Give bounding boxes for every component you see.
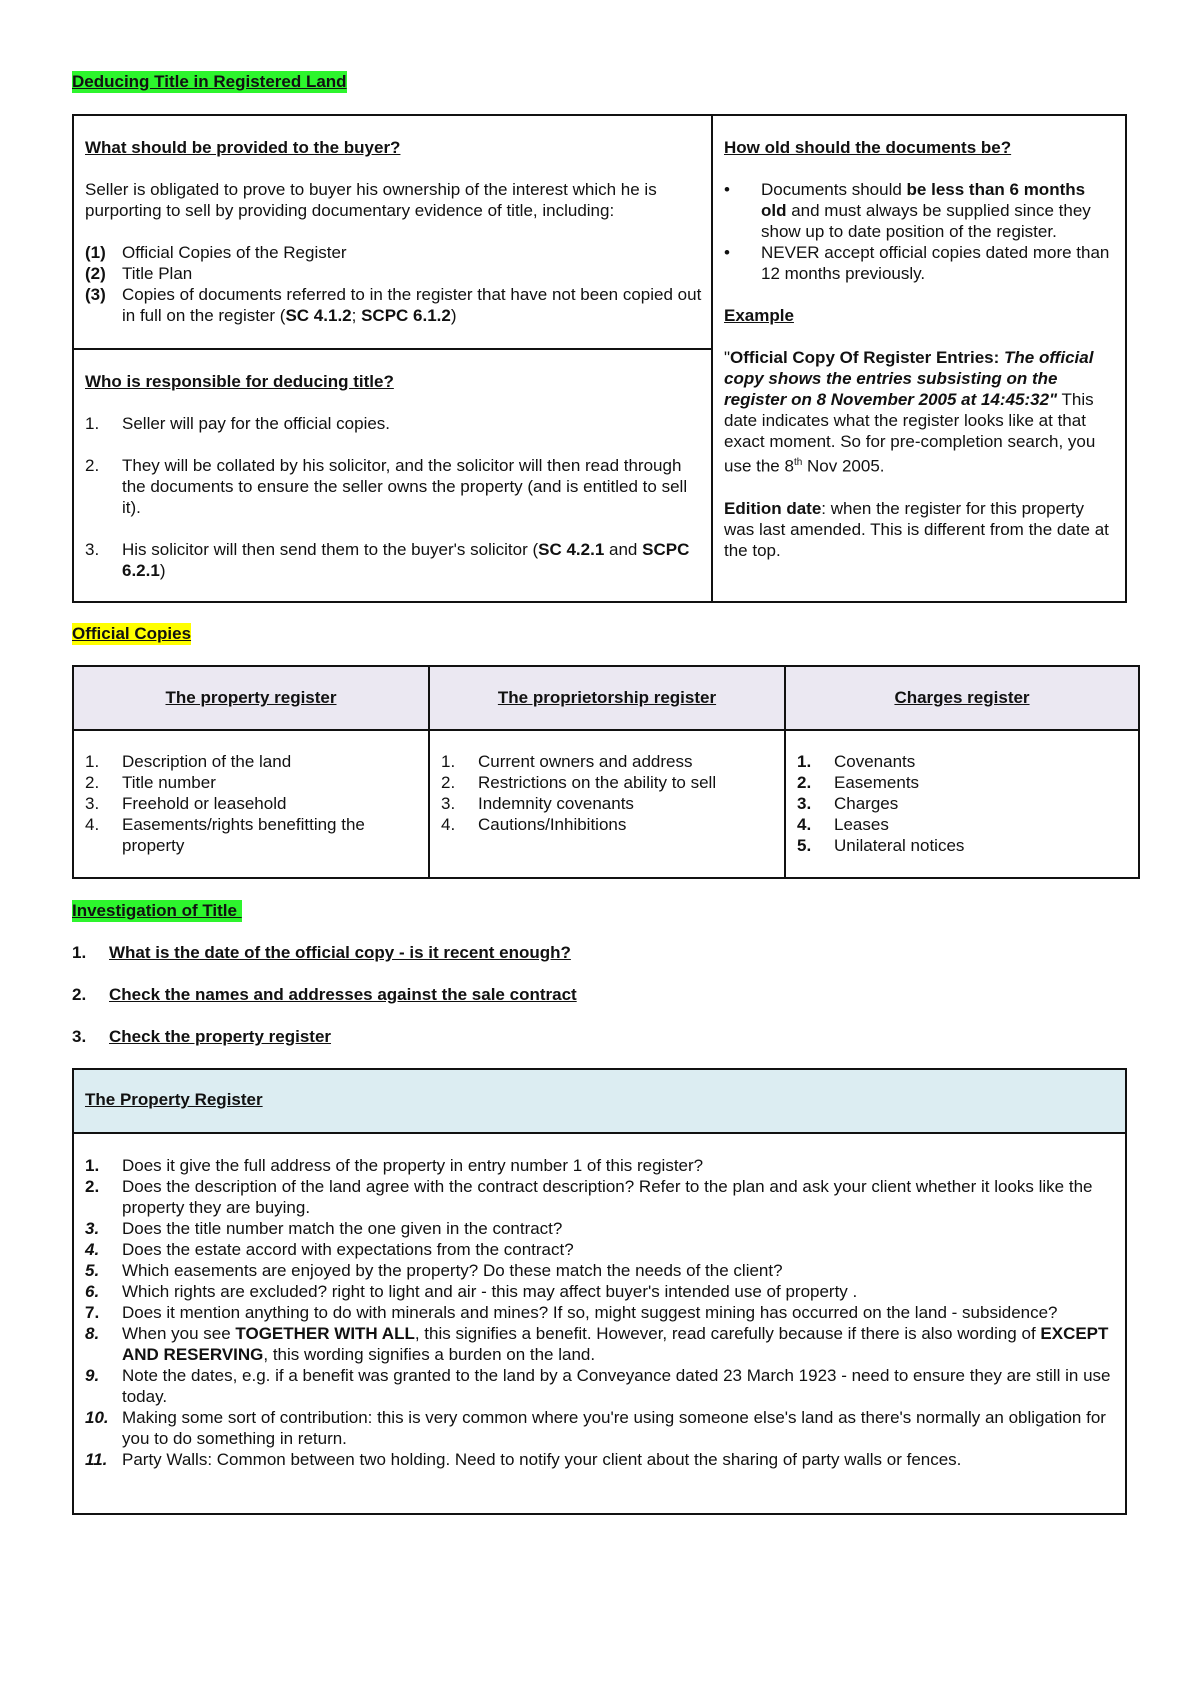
list-item: 1. Seller will pay for the official copies. xyxy=(85,414,391,433)
list-item: 4. Does the estate accord with expectations from the contract? xyxy=(85,1240,574,1259)
list-item: • Documents should be less than 6 months old and must always be supplied since they show up to date position of the register. xyxy=(724,180,1091,241)
list-item: 9. Note the dates, e.g. if a benefit was granted to the land by a Conveyance dated 23 March 1923 - need to ensure they are still in use today. xyxy=(85,1366,1111,1406)
provided-box xyxy=(72,114,713,350)
list-item: 3. Does the title number match the one given in the contract? xyxy=(85,1219,563,1238)
list-item: 4. Easements/rights benefitting the property xyxy=(85,815,365,855)
list-item: (3) Copies of documents referred to in the register that have not been copied out in full on the register (SC 4.1.2; SCPC 6.1.2) xyxy=(85,285,702,325)
list-item: 2. Easements xyxy=(797,773,920,792)
list-item: 2. Restrictions on the ability to sell xyxy=(441,773,717,792)
property-register-box xyxy=(72,1068,1127,1515)
provided-heading: What should be provided to the buyer? xyxy=(85,138,401,157)
column-header: The proprietorship register xyxy=(429,666,785,730)
list-item: 3. His solicitor will then send them to the buyer's solicitor (SC 4.2.1 and SCPC 6.2.1) xyxy=(85,540,690,580)
list-item: (2) Title Plan xyxy=(85,264,193,283)
example-heading: Example xyxy=(724,306,794,325)
column-header: The property register xyxy=(73,666,429,730)
register-cell xyxy=(73,730,429,878)
age-box xyxy=(711,114,1127,603)
list-item: 11. Party Walls: Common between two holding. Need to notify your client about the sharing of party walls or fences. xyxy=(85,1450,962,1469)
list-item: 4. Cautions/Inhibitions xyxy=(441,815,627,834)
list-item: (1) Official Copies of the Register xyxy=(85,243,347,262)
list-item: 6. Which rights are excluded? right to light and air - this may affect buyer's intended use of property . xyxy=(85,1282,858,1301)
list-item: 1. Does it give the full address of the property in entry number 1 of this register? xyxy=(85,1156,704,1175)
provided-intro: Seller is obligated to prove to buyer his ownership of the interest which he is purporting to sell by providing documentary evidence of title, including: xyxy=(85,180,657,220)
edition-text: Edition date: when the register for this property was last amended. This is different from the date at the top. xyxy=(724,498,1109,560)
official-copies-title: Official Copies xyxy=(72,624,192,643)
age-heading: How old should the documents be? xyxy=(724,138,1012,157)
list-item: 3. Charges xyxy=(797,794,899,813)
list-item: 3. Check the property register xyxy=(72,1027,332,1046)
responsible-heading: Who is responsible for deducing title? xyxy=(85,372,394,391)
register-cell xyxy=(785,730,1139,878)
list-item: 1. Description of the land xyxy=(85,752,292,771)
list-item: 8. When you see TOGETHER WITH ALL, this signifies a benefit. However, read carefully because if there is also wording of EXCEPT AND RESERVING, this wording signifies a burden on the land. xyxy=(85,1324,1109,1364)
list-item: 2. They will be collated by his solicitor, and the solicitor will then read through the documents to ensure the seller owns the property (and is entitled to sell it). xyxy=(85,456,688,517)
list-item: 2. Does the description of the land agree with the contract description? Refer to the plan and ask your client whether it looks like the property they are buying. xyxy=(85,1177,1093,1217)
list-item: 10. Making some sort of contribution: this is very common where you're using someone else's land as there's normally an obligation for you to do something in return. xyxy=(85,1408,1106,1448)
example-text: "Official Copy Of Register Entries: The official copy shows the entries subsisting on the register on 8 November 2005 at 14:45:32" This date indicates what the register looks like at that exact moment. So for pre-completion search, you use the 8th Nov 2005. xyxy=(724,348,1096,476)
official-copies-table xyxy=(72,665,1140,879)
responsible-box xyxy=(72,348,713,603)
register-cell xyxy=(429,730,785,878)
list-item: 4. Leases xyxy=(797,815,889,834)
property-register-header: The Property Register xyxy=(74,1070,1125,1134)
list-item: 2. Check the names and addresses against the sale contract xyxy=(72,985,577,1004)
property-register-list xyxy=(85,1155,1113,1470)
investigation-title: Investigation of Title xyxy=(72,901,242,920)
list-item: 3. Indemnity covenants xyxy=(441,794,634,813)
column-header: Charges register xyxy=(785,666,1139,730)
provided-list xyxy=(85,242,703,326)
list-item: 1. Current owners and address xyxy=(441,752,693,771)
list-item: 7. Does it mention anything to do with minerals and mines? If so, might suggest mining has occurred on the land - subsidence? xyxy=(85,1303,1058,1322)
list-item: • NEVER accept official copies dated more than 12 months previously. xyxy=(724,243,1110,283)
list-item: 5. Unilateral notices xyxy=(797,836,965,855)
list-item: 1. Covenants xyxy=(797,752,916,771)
list-item: 3. Freehold or leasehold xyxy=(85,794,287,813)
page-title: Deducing Title in Registered Land xyxy=(72,72,347,91)
list-item: 1. What is the date of the official copy - is it recent enough? xyxy=(72,943,571,962)
list-item: 2. Title number xyxy=(85,773,216,792)
list-item: 5. Which easements are enjoyed by the property? Do these match the needs of the client? xyxy=(85,1261,783,1280)
investigation-list xyxy=(72,942,1122,1047)
